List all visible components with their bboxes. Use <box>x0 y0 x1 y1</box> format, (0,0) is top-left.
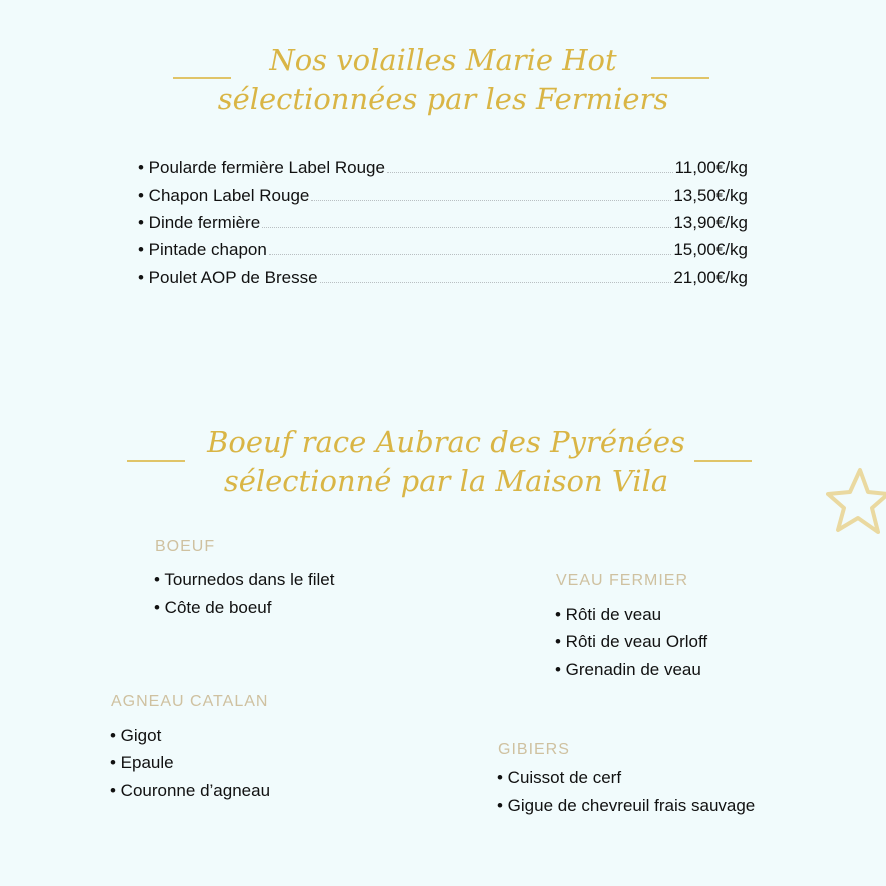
list-item: • Grenadin de veau <box>555 660 701 679</box>
price-row <box>138 151 748 178</box>
list-item: • Epaule <box>110 753 174 772</box>
dot-leader <box>320 281 672 283</box>
dot-leader <box>311 199 671 201</box>
price-row <box>138 206 748 233</box>
item-name: • Poulet AOP de Bresse <box>138 268 318 287</box>
category-boeuf: BOEUF <box>155 538 216 555</box>
star-outline-icon <box>826 466 886 538</box>
item-name: • Chapon Label Rouge <box>138 186 310 205</box>
item-price: 21,00€/kg <box>673 268 748 287</box>
section1-title-line2: sélectionnées par les Fermiers <box>217 82 669 116</box>
list-item: • Gigue de chevreuil frais sauvage <box>497 796 756 815</box>
section1-title-line1: Nos volailles Marie Hot <box>269 43 617 77</box>
dot-leader <box>387 171 673 173</box>
item-name: • Poularde fermière Label Rouge <box>138 158 385 177</box>
list-item: • Côte de boeuf <box>154 598 272 617</box>
category-agneau-catalan: AGNEAU CATALAN <box>111 693 269 710</box>
item-price: 13,90€/kg <box>673 213 748 232</box>
item-name: • Dinde fermière <box>138 213 261 232</box>
list-item: • Rôti de veau <box>555 605 662 624</box>
item-price: 11,00€/kg <box>674 158 748 177</box>
item-price: 15,00€/kg <box>673 240 748 259</box>
item-name: • Pintade chapon <box>138 240 267 259</box>
section2-title-line1: Boeuf race Aubrac des Pyrénées <box>207 425 685 459</box>
list-item: • Cuissot de cerf <box>497 768 622 787</box>
price-row <box>138 179 748 206</box>
item-price: 13,50€/kg <box>673 186 748 205</box>
list-item: • Gigot <box>110 726 162 745</box>
section2-title-line2: sélectionné par la Maison Vila <box>223 464 669 498</box>
list-item: • Couronne d’agneau <box>110 781 271 800</box>
price-row <box>138 261 748 288</box>
category-veau-fermier: VEAU FERMIER <box>556 572 689 589</box>
category-gibiers: GIBIERS <box>498 741 570 758</box>
price-row <box>138 233 748 260</box>
list-item: • Tournedos dans le filet <box>154 570 335 589</box>
list-item: • Rôti de veau Orloff <box>555 632 708 651</box>
dot-leader <box>262 226 671 228</box>
dot-leader <box>269 253 671 255</box>
